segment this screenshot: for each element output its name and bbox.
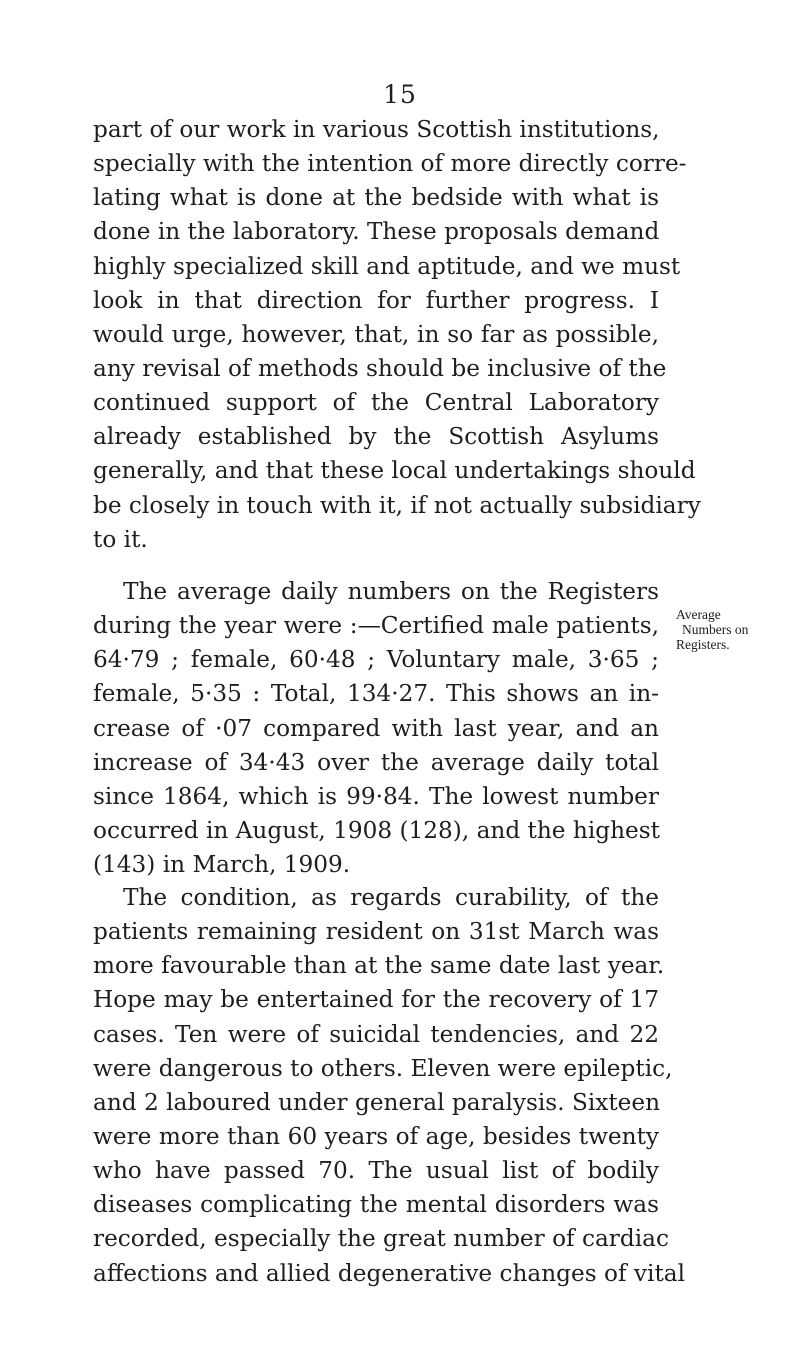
text-line: and 2 laboured under general paralysis. Sixteen: [93, 1088, 661, 1116]
text-line: highly specialized skill and aptitude, and we must: [93, 252, 681, 280]
text-line: The average daily numbers on the Registers: [123, 578, 659, 605]
text-line: part of our work in various Scottish institutions,: [93, 116, 660, 143]
text-line: continued support of the Central Laboratory: [93, 389, 659, 417]
text-line: since 1864, which is 99·84. The lowest number: [93, 782, 659, 810]
paragraph-1: [93, 113, 701, 557]
margin-note-line: Average: [676, 607, 721, 622]
text-line: (143) in March, 1909.: [93, 851, 351, 879]
text-line: would urge, however, that, in so far as possible,: [93, 320, 659, 348]
text-line: 64·79 ; female, 60·48 ; Voluntary male, 3·65 ;: [93, 646, 659, 674]
text-line: lating what is done at the bedside with what is: [93, 184, 659, 212]
text-line: were dangerous to others. Eleven were epileptic,: [93, 1054, 673, 1082]
margin-note-line: Numbers on: [682, 622, 749, 637]
text-line: occurred in August, 1908 (128), and the highest: [93, 816, 660, 844]
text-line: be closely in touch with it, if not actually subsidiary: [93, 491, 701, 519]
text-line: any revisal of methods should be inclusive of the: [93, 354, 667, 382]
text-line: done in the laboratory. These proposals demand: [93, 218, 660, 246]
text-line: specially with the intention of more directly corre-: [93, 150, 687, 178]
text-line: affections and allied degenerative changes of vital: [93, 1259, 686, 1287]
text-line: The condition, as regards curability, of the: [123, 884, 659, 911]
text-line: look in that direction for further progress. I: [93, 286, 659, 314]
text-line: female, 5·35 : Total, 134·27. This shows an in-: [93, 680, 659, 708]
text-line: during the year were :—Certified male patients,: [93, 612, 659, 640]
text-line: recorded, especially the great number of cardiac: [93, 1225, 669, 1253]
text-line: already established by the Scottish Asylums: [93, 423, 659, 451]
text-line: crease of ·07 compared with last year, and an: [93, 714, 659, 742]
text-line: more favourable than at the same date last year.: [93, 952, 665, 980]
text-line: patients remaining resident on 31st March was: [93, 918, 659, 946]
text-line: to it.: [93, 525, 148, 553]
text-line: Hope may be entertained for the recovery of 17: [93, 986, 659, 1014]
text-line: were more than 60 years of age, besides twenty: [93, 1122, 659, 1150]
text-line: increase of 34·43 over the average daily total: [93, 748, 659, 776]
text-line: generally, and that these local undertakings should: [93, 457, 696, 485]
text-line: who have passed 70. The usual list of bodily: [93, 1157, 659, 1185]
text-line: cases. Ten were of suicidal tendencies, and 22: [93, 1020, 659, 1048]
margin-note: [676, 607, 800, 652]
paragraph-2: [93, 575, 659, 882]
margin-note-line: Registers.: [676, 637, 730, 652]
paragraph-3: [93, 881, 686, 1291]
text-line: diseases complicating the mental disorders was: [93, 1191, 659, 1219]
page-number: 15: [383, 80, 417, 109]
